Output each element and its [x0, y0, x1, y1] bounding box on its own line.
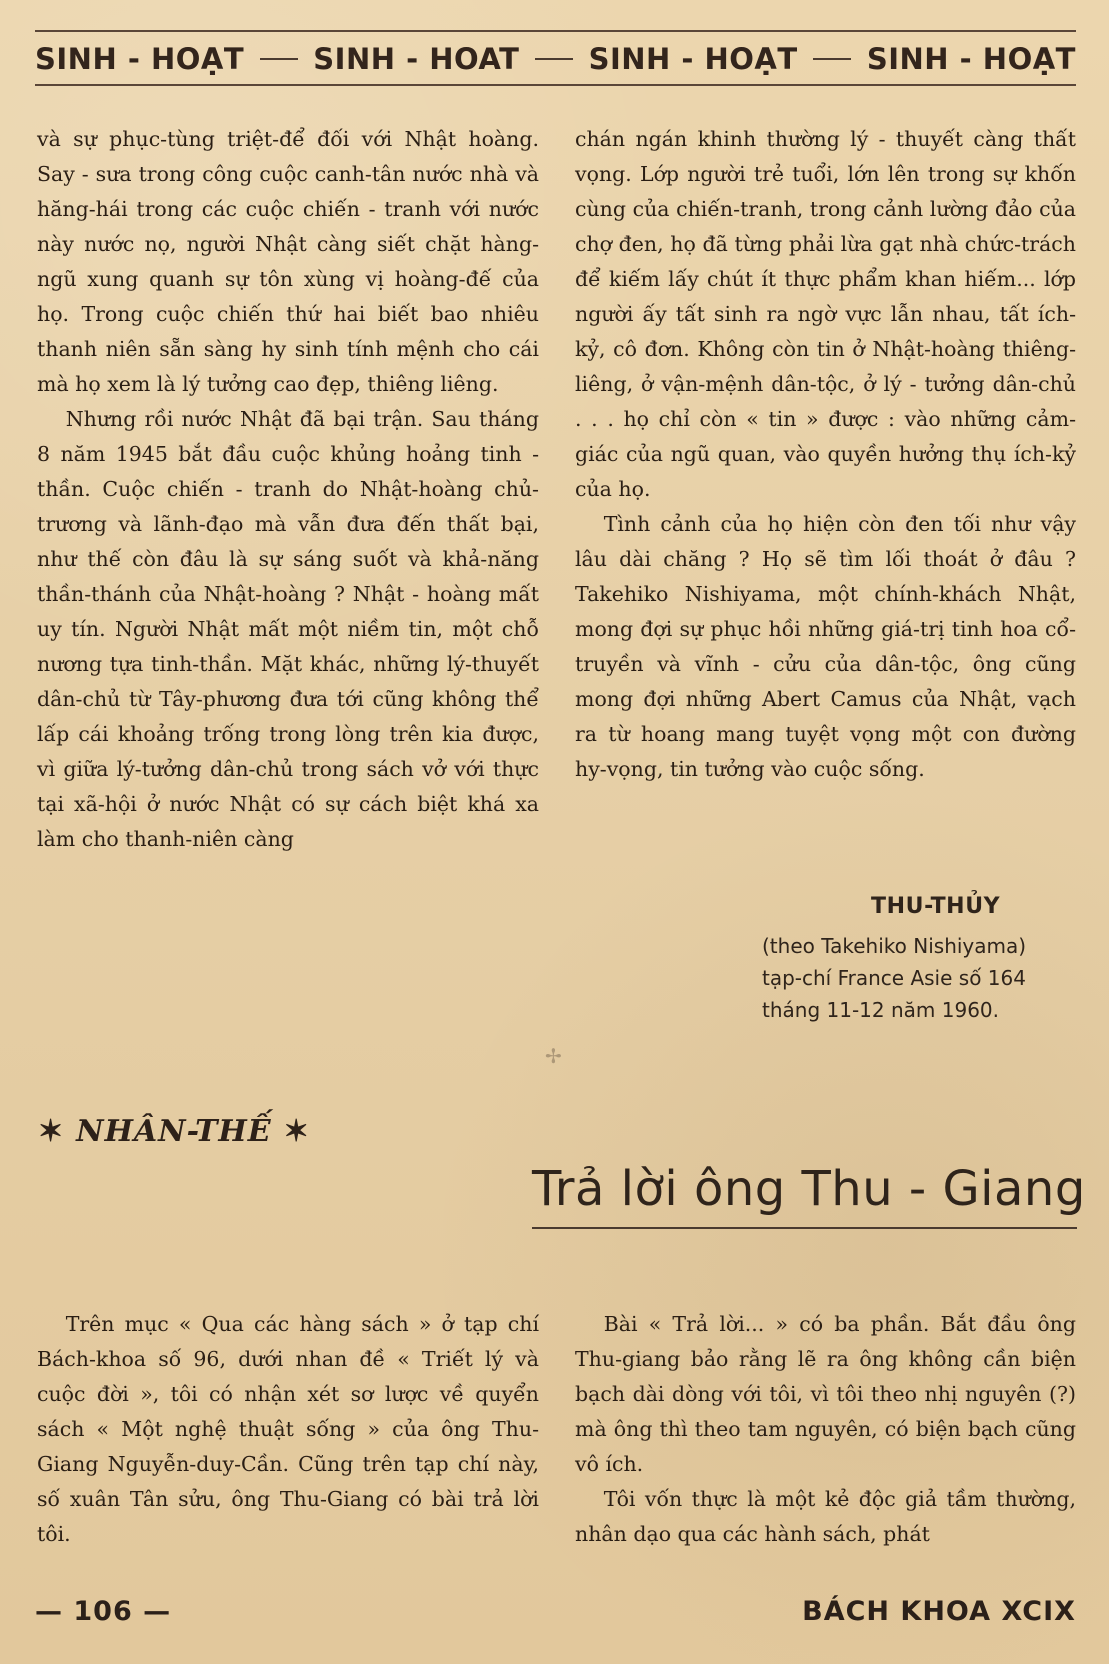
source-note: [762, 930, 1082, 1026]
running-head-item-4: SINH - HOẠT: [866, 42, 1076, 76]
source-note-line-2: tạp-chí France Asie số 164: [762, 966, 1026, 990]
source-note-line-3: tháng 11-12 năm 1960.: [762, 998, 1000, 1022]
ornament-icon: ✢: [545, 1044, 562, 1068]
reply-left-column: [37, 1307, 539, 1567]
reply-right-paragraph-1: Bài « Trả lời... » có ba phần. Bắt đầu ông Thu-giang bảo rằng lẽ ra ông không cần biện bạch dài dòng với tôi, vì tôi theo nhị nguyên (?) mà ông thì theo tam nguyên, có biện bạch cũng vô ích.: [575, 1312, 1076, 1476]
star-icon: ✶: [283, 1113, 310, 1149]
article-top-left-column: [37, 122, 539, 1017]
running-head-separator: [813, 58, 851, 60]
star-icon: ✶: [38, 1113, 65, 1149]
article-top-right-column: [575, 122, 1076, 952]
reply-right-column: [575, 1307, 1076, 1567]
top-rule: [35, 30, 1076, 32]
reply-right-paragraph-2: Tôi vốn thực là một kẻ độc giả tầm thường, nhân dạo qua các hành sách, phát: [575, 1487, 1076, 1546]
section-tag-label: NHÂN-THẾ: [76, 1114, 272, 1149]
journal-footer: BÁCH KHOA XCIX: [802, 1596, 1076, 1627]
running-head-item-3: SINH - HOẠT: [588, 42, 798, 76]
page-number: — 106 —: [35, 1596, 172, 1627]
reply-left-paragraph-1: Trên mục « Qua các hàng sách » ở tạp chí Bách-khoa số 96, dưới nhan đề « Triết lý và cuộc đời », tôi có nhận xét sơ lược về quyển sách « Một nghệ thuật sống » của ông Thu-Giang Nguyễn-duy-Cần. Cũng trên tạp chí này, số xuân Tân sửu, ông Thu-Giang có bài trả lời tôi.: [37, 1312, 539, 1546]
article-top-right-paragraph-2: Tình cảnh của họ hiện còn đen tối như vậy lâu dài chăng ? Họ sẽ tìm lối thoát ở đâu ? Takehiko Nishiyama, một chính-khách Nhật, mong đợi sự phục hồi những giá-trị tinh hoa cổ-truyền và vĩnh - cửu của dân-tộc, ông cũng mong đợi những Abert Camus của Nhật, vạch ra từ hoang mang tuyệt vọng một con đường hy-vọng, tin tưởng vào cuộc sống.: [575, 512, 1076, 781]
running-head-item-2: SINH - HOAT: [313, 42, 520, 76]
article-top-left-paragraph-1: và sự phục-tùng triệt-để đối với Nhật hoàng. Say - sưa trong công cuộc canh-tân nước nhà và hăng-hái trong các cuộc chiến - tranh với nước này nước nọ, người Nhật càng siết chặt hàng-ngũ xung quanh sự tôn xùng vị hoàng-đế của họ. Trong cuộc chiến thứ hai biết bao nhiêu thanh niên sẵn sàng hy sinh tính mệnh cho cái mà họ xem là lý tưởng cao đẹp, thiêng liêng.: [37, 127, 539, 396]
section-tag: [38, 1114, 310, 1149]
running-head: [35, 42, 1076, 76]
title-underline: [532, 1227, 1077, 1229]
article-top-left-paragraph-2: Nhưng rồi nước Nhật đã bại trận. Sau tháng 8 năm 1945 bắt đầu cuộc khủng hoảng tinh - thần. Cuộc chiến - tranh do Nhật-hoàng chủ-trương và lãnh-đạo mà vẫn đưa đến thất bại, như thế còn đâu là sự sáng suốt và khả-năng thần-thánh của Nhật-hoàng ? Nhật - hoàng mất uy tín. Người Nhật mất một niềm tin, một chỗ nương tựa tinh-thần. Mặt khác, những lý-thuyết dân-chủ từ Tây-phương đưa tới cũng không thể lấp cái khoảng trống trong lòng trên kia được, vì giữa lý-tưởng dân-chủ trong sách vở với thực tại xã-hội ở nước Nhật có sự cách biệt khá xa làm cho thanh-niên càng: [37, 407, 539, 851]
running-head-separator: [535, 58, 573, 60]
running-head-separator: [260, 58, 298, 60]
article-top-right-paragraph-1: chán ngán khinh thường lý - thuyết càng thất vọng. Lớp người trẻ tuổi, lớn lên trong sự khốn cùng của chiến-tranh, trong cảnh lường đảo của chợ đen, họ đã từng phải lừa gạt nhà chức-trách để kiếm lấy chút ít thực phẩm khan hiếm... lớp người ấy tất sinh ra ngờ vực lẫn nhau, tất ích-kỷ, cô đơn. Không còn tin ở Nhật-hoàng thiêng-liêng, ở vận-mệnh dân-tộc, ở lý - tưởng dân-chủ . . . họ chỉ còn « tin » được : vào những cảm-giác của ngũ quan, vào quyền hưởng thụ ích-kỷ của họ.: [575, 127, 1076, 501]
article-title: Trả lời ông Thu - Giang: [532, 1161, 1086, 1217]
signature: THU-THỦY: [871, 894, 1001, 919]
header-rule: [35, 84, 1076, 86]
source-note-line-1: (theo Takehiko Nishiyama): [762, 934, 1027, 958]
running-head-item-1: SINH - HOẠT: [35, 42, 245, 76]
